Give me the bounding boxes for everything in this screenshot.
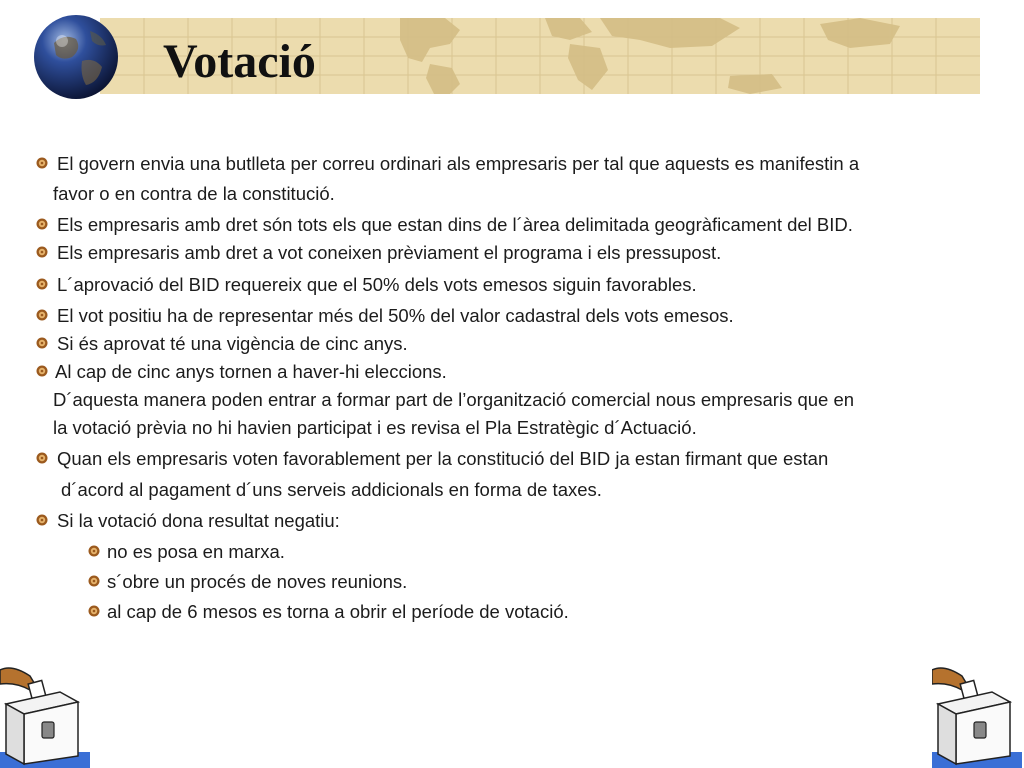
bullet-icon bbox=[36, 514, 48, 526]
bullet-icon bbox=[88, 575, 100, 587]
ballot-box-icon bbox=[0, 664, 90, 768]
page-title: Votació bbox=[163, 35, 316, 88]
list-item-text: Quan els empresaris voten favorablement per la constitució del BID ja estan firmant que estan bbox=[57, 448, 829, 469]
sub-list-item-text: s´obre un procés de noves reunions. bbox=[107, 571, 408, 592]
bullet-icon bbox=[36, 278, 48, 290]
list-item-text: El govern envia una butlleta per correu ordinari als empresaris per tal que aquests es manifestin a bbox=[57, 153, 860, 174]
bullet-icon bbox=[36, 309, 48, 321]
sub-list-item-text: al cap de 6 mesos es torna a obrir el període de votació. bbox=[107, 601, 569, 622]
list-item-text: D´aquesta manera poden entrar a formar part de l’organització comercial nous empresaris que en bbox=[53, 389, 855, 410]
bullet-icon bbox=[36, 365, 48, 377]
list-item-text: Si la votació dona resultat negatiu: bbox=[57, 510, 340, 531]
bullet-icon bbox=[88, 605, 100, 617]
list-item-text: El vot positiu ha de representar més del 50% del valor cadastral dels vots emesos. bbox=[57, 305, 734, 326]
bullet-icon bbox=[88, 545, 100, 557]
list-item-text: d´acord al pagament d´uns serveis addicionals en forma de taxes. bbox=[61, 479, 602, 500]
list-item-text: favor o en contra de la constitució. bbox=[53, 183, 335, 204]
bullet-icon bbox=[36, 337, 48, 349]
bullet-icon bbox=[36, 452, 48, 464]
list-item-text: Si és aprovat té una vigència de cinc anys. bbox=[57, 333, 408, 354]
sub-list-item-text: no es posa en marxa. bbox=[107, 541, 285, 562]
bullet-icon bbox=[36, 157, 48, 169]
list-item-text: Al cap de cinc anys tornen a haver-hi eleccions. bbox=[55, 361, 447, 382]
list-item-text: Els empresaris amb dret són tots els que estan dins de l´àrea delimitada geogràficament del BID. bbox=[57, 214, 853, 235]
list-item-text: la votació prèvia no hi havien participat i es revisa el Pla Estratègic d´Actuació. bbox=[53, 417, 697, 438]
bullet-icon bbox=[36, 246, 48, 258]
ballot-box-icon bbox=[932, 664, 1022, 768]
bullet-icon bbox=[36, 218, 48, 230]
list-item-text: Els empresaris amb dret a vot coneixen prèviament el programa i els pressupost. bbox=[57, 242, 722, 263]
list-item-text: L´aprovació del BID requereix que el 50% dels vots emesos siguin favorables. bbox=[57, 274, 697, 295]
